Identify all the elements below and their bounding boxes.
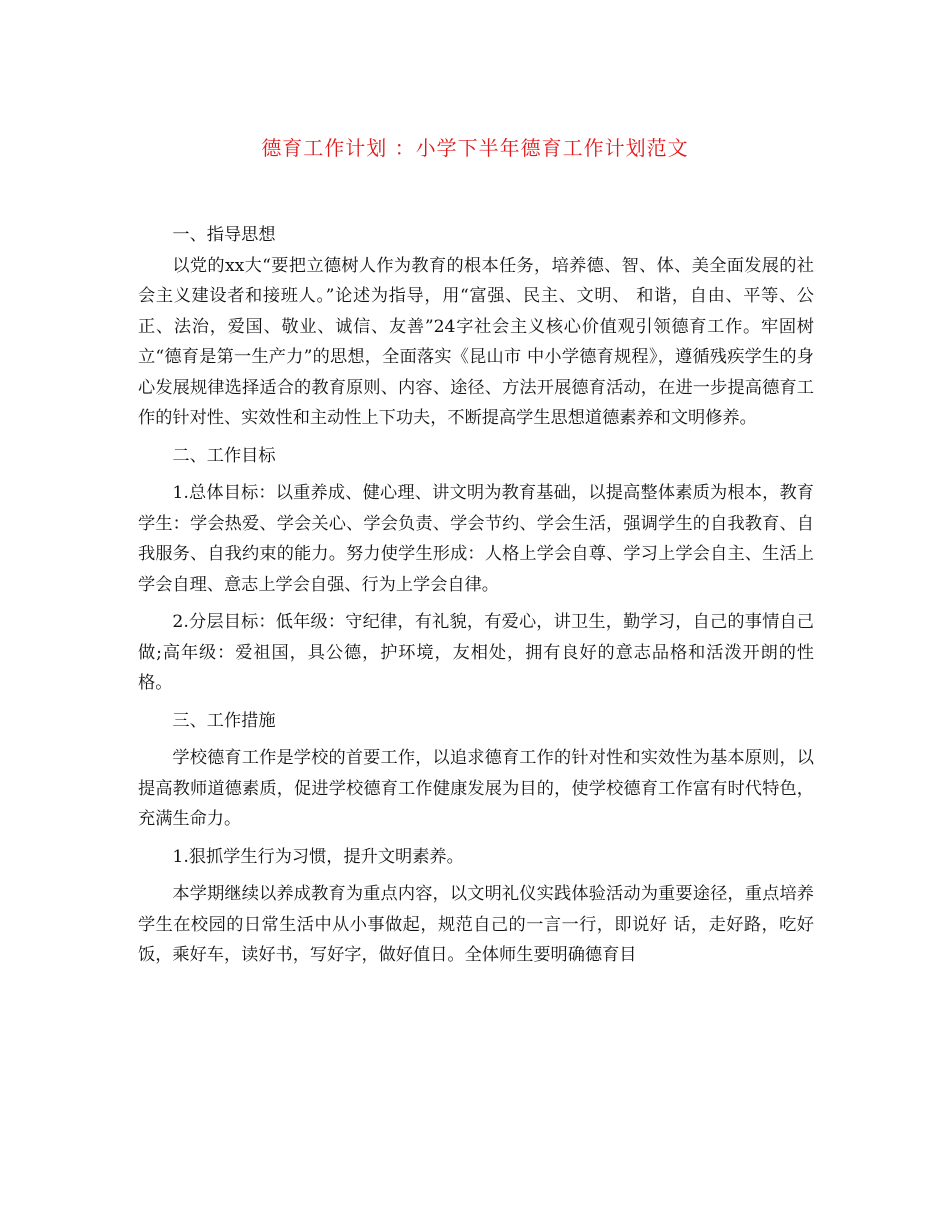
document-body [138,220,814,971]
paragraph-behavior-habits: 本学期继续以养成教育为重点内容，以文明礼仪实践体验活动为重要途径，重点培养学生在校园的日常生活中从小事做起，规范自己的一言一行，即说好 话，走好路，吃好饭，乘好车，读好书，写好字，做好值日。全体师生要明确德育目 [138,884,814,965]
paragraph-guiding-ideology: 以党的xx大“要把立德树人作为教育的根本任务，培养德、智、体、美全面发展的社会主义建设者和接班人。”论述为指导，用“富强、民主、文明、 和谐，自由、平等、公正、法治，爱国、敬业、诚信、友善”24字社会主义核心价值观引领德育工作。牢固树立“德育是第一生产力”的思想，全面落实《昆山市 中小学德育规程》，遵循残疾学生的身心发展规律选择适合的教育原则、内容、途径、方法开展德育活动，在进一步提高德育工作的针对性、实效性和主动性上下功夫，不断提高学生思想道德素养和文明修养。 [138,255,814,428]
section-heading-work-measures: 三、工作措施 [172,710,276,731]
document-title: 德育工作计划 ：小学下半年德育工作计划范文 [261,136,689,160]
section-heading-guiding-ideology: 一、指导思想 [172,225,276,245]
paragraph-work-measures: 学校德育工作是学校的首要工作，以追求德育工作的针对性和实效性为基本原则，以提高教师道德素质，促进学校德育工作健康发展为目的，使学校德育工作富有时代特色，充满生命力。 [138,748,814,829]
paragraph-overall-goal: 1.总体目标：以重养成、健心理、讲文明为教育基础，以提高整体素质为根本，教育学生：学会热爱、学会关心、学会负责、学会节约、学会生活，强调学生的自我教育、自我服务、自我约束的能力。努力使学生形成：人格上学会自尊、学习上学会自主、生活上学会自理、意志上学会自强、行为上学会自律。 [138,483,814,595]
section-heading-work-goals: 二、工作目标 [172,445,276,466]
paragraph-tiered-goal: 2.分层目标：低年级：守纪律，有礼貌，有爱心，讲卫生，勤学习，自己的事情自己做;高年级：爱祖国，具公德，护环境，友相处，拥有良好的意志品格和活泼开朗的性格。 [138,612,814,693]
subheading-behavior-habits: 1.狠抓学生行为习惯，提升文明素养。 [172,846,464,867]
